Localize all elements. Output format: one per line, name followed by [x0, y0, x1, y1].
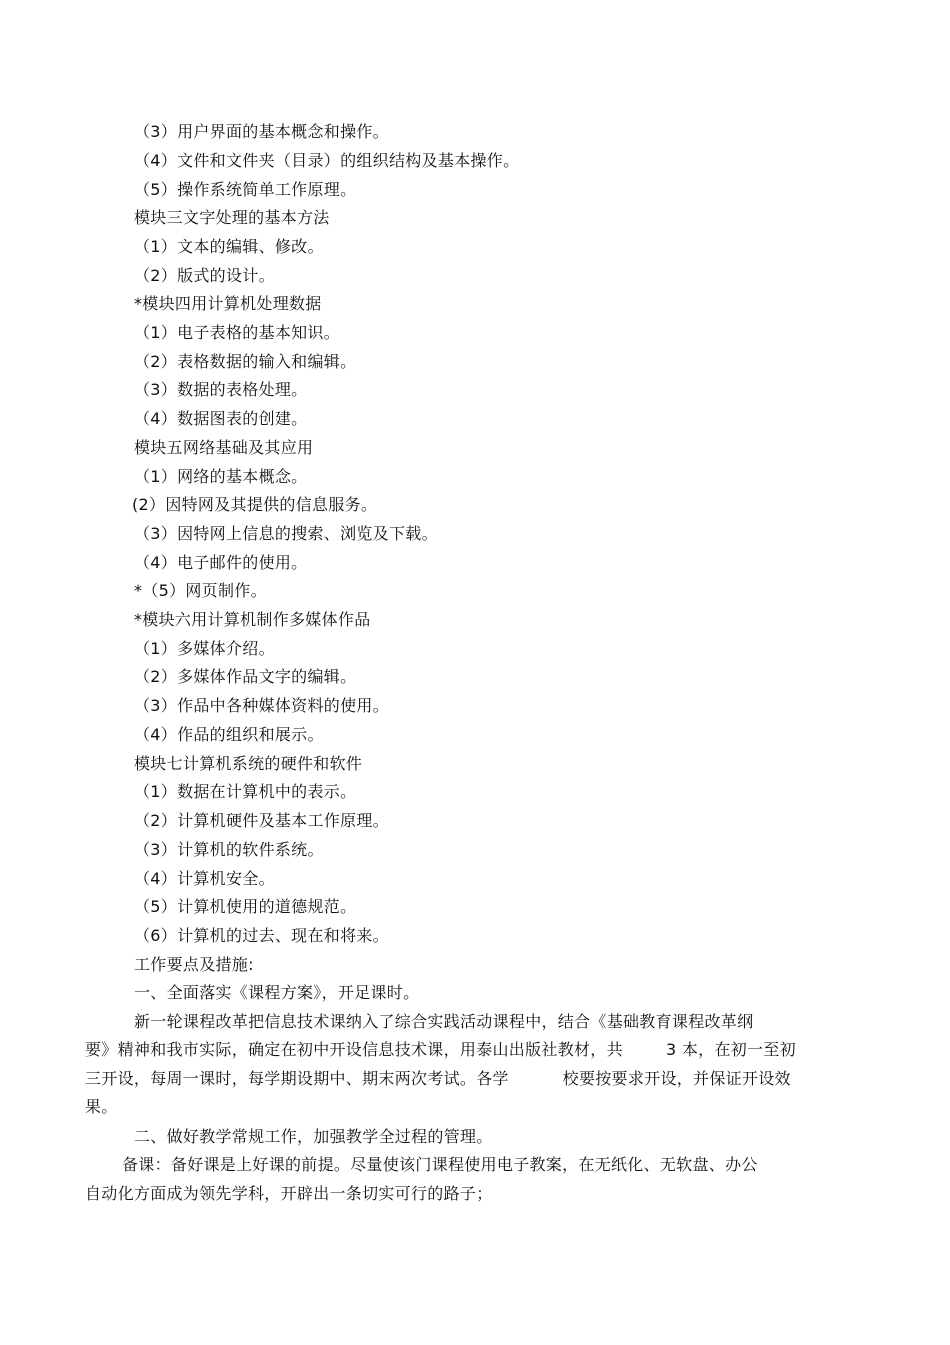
text-line: （1）文本的编辑、修改。: [134, 237, 324, 256]
module-heading: 模块七计算机系统的硬件和软件: [134, 754, 363, 773]
module-heading: *模块六用计算机制作多媒体作品: [134, 610, 371, 629]
text-line: （2）表格数据的输入和编辑。: [134, 352, 357, 371]
paragraph-line: 备课：备好课是上好课的前提。尽量使该门课程使用电子教案，在无纸化、无软盘、办公: [122, 1155, 758, 1174]
text-line: （5）操作系统简单工作原理。: [134, 180, 357, 199]
module-heading: 模块五网络基础及其应用: [134, 438, 314, 457]
text-line: （4）电子邮件的使用。: [134, 553, 308, 572]
text-line: *（5）网页制作。: [134, 581, 267, 600]
text-line: （5）计算机使用的道德规范。: [134, 897, 357, 916]
text-line: （6）计算机的过去、现在和将来。: [134, 926, 389, 945]
text-line: （3）因特网上信息的搜索、浏览及下载。: [134, 524, 438, 543]
module-heading: *模块四用计算机处理数据: [134, 294, 322, 313]
section-heading: 二、做好教学常规工作，加强教学全过程的管理。: [134, 1127, 493, 1146]
paragraph-line: 果。: [85, 1097, 118, 1116]
text-line: （2）计算机硬件及基本工作原理。: [134, 811, 389, 830]
text-line: （2）版式的设计。: [134, 266, 275, 285]
module-heading: 模块三文字处理的基本方法: [134, 208, 330, 227]
text-line: （3）用户界面的基本概念和操作。: [134, 122, 389, 141]
text-line: （2）多媒体作品文字的编辑。: [134, 667, 357, 686]
paragraph-line: 新一轮课程改革把信息技术课纳入了综合实践活动课程中，结合《基础教育课程改革纲: [134, 1012, 754, 1031]
text-line: （3）作品中各种媒体资料的使用。: [134, 696, 389, 715]
text-line: （1）多媒体介绍。: [134, 639, 275, 658]
text-line: （4）作品的组织和展示。: [134, 725, 324, 744]
paragraph-line: 要》精神和我市实际，确定在初中开设信息技术课，用泰山出版社教材，共 3 本，在初一至初: [85, 1040, 796, 1059]
text-line: （3）数据的表格处理。: [134, 380, 308, 399]
text-line: （1）网络的基本概念。: [134, 467, 308, 486]
text-line: （4）数据图表的创建。: [134, 409, 308, 428]
text-line: （3）计算机的软件系统。: [134, 840, 324, 859]
text-line: （1）数据在计算机中的表示。: [134, 782, 357, 801]
text-line: (2）因特网及其提供的信息服务。: [132, 495, 378, 514]
paragraph-line: 三开设，每周一课时，每学期设期中、期末两次考试。各学 校要按要求开设，并保证开设效: [85, 1069, 791, 1088]
section-heading: 一、全面落实《课程方案》，开足课时。: [134, 983, 420, 1002]
text-line: （4）计算机安全。: [134, 869, 275, 888]
section-heading: 工作要点及措施:: [134, 955, 254, 974]
text-line: （4）文件和文件夹（目录）的组织结构及基本操作。: [134, 151, 520, 170]
paragraph-line: 自动化方面成为领先学科，开辟出一条切实可行的路子；: [85, 1184, 493, 1203]
text-line: （1）电子表格的基本知识。: [134, 323, 341, 342]
